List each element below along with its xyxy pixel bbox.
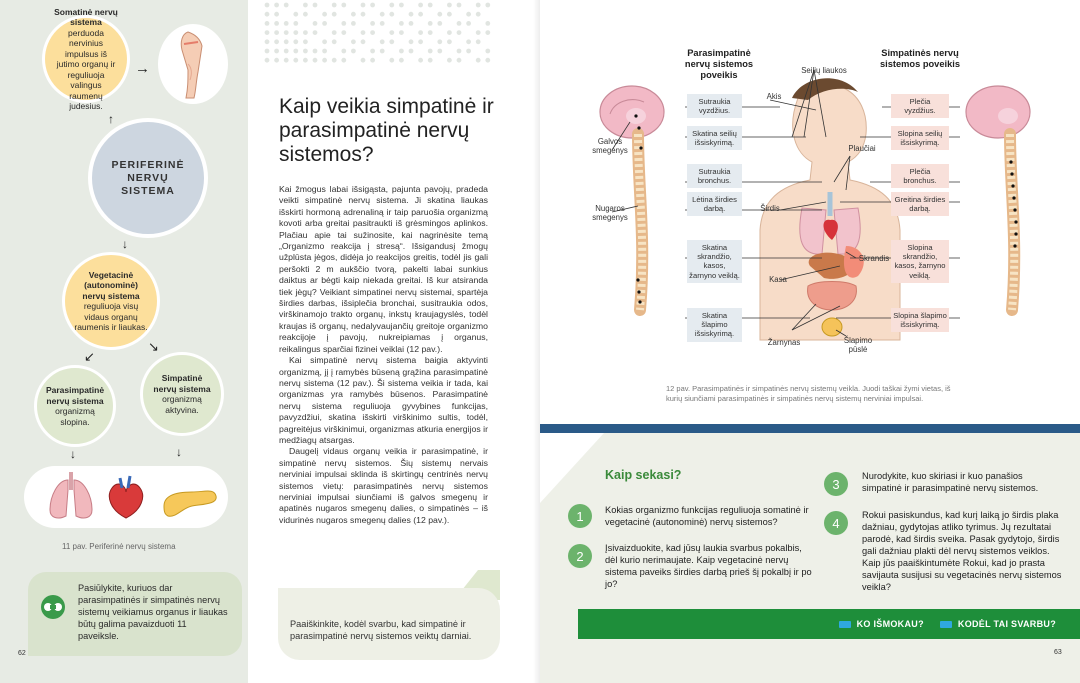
decorative-dot xyxy=(274,3,279,8)
decorative-dot xyxy=(447,58,452,63)
decorative-dot xyxy=(274,49,279,54)
decorative-dot xyxy=(265,30,270,35)
page-number-right: 63 xyxy=(1054,649,1062,656)
decorative-dot xyxy=(341,49,346,54)
symp-effect-box: Slopina seilių išsiskyrimą. xyxy=(891,126,949,150)
right-brain-spine xyxy=(966,86,1030,310)
decorative-dot xyxy=(293,49,298,54)
decorative-dot xyxy=(476,3,481,8)
diagram-column xyxy=(0,0,248,683)
decorative-dot xyxy=(476,12,481,17)
decorative-dot xyxy=(332,39,337,44)
question-number: 4 xyxy=(824,511,848,535)
decorative-dot xyxy=(380,21,385,26)
decorative-dot xyxy=(284,21,289,26)
decorative-dot xyxy=(303,12,308,17)
blue-square-icon xyxy=(940,621,952,628)
decorative-dot xyxy=(485,3,490,8)
symp-effect-box: Slopina skrandžio, kasos, žarnyno veiklą. xyxy=(891,240,949,283)
para-effect-box: Skatina seilių išsiskyrimą. xyxy=(687,126,742,150)
decorative-dot xyxy=(428,30,433,35)
figure-12-caption: 12 pav. Parasimpatinės ir simpatinės nervų sistemų veikla. Juodi taškai žymi vietas, iš kurių siunčiami parasimpatinės ir simpatinės nervų sistemų nerviniai impulsai. xyxy=(666,384,951,403)
para-effect-box: Skatina skrandžio, kasos, žarnyno veiklą. xyxy=(687,240,742,283)
decorative-dot xyxy=(332,30,337,35)
somatic-title: Somatinė nervų sistema xyxy=(54,6,118,27)
arrow-down-right: ↘ xyxy=(148,339,159,354)
decorative-dot xyxy=(428,58,433,63)
decorative-dot xyxy=(485,30,490,35)
decorative-dot xyxy=(332,58,337,63)
section-stripe xyxy=(540,424,1080,433)
label-salivary: Seilių liaukos xyxy=(801,66,847,75)
parasympathetic-text: organizmą slopina. xyxy=(55,406,95,427)
label-liver: Kasa xyxy=(769,275,787,284)
decorative-dot xyxy=(409,12,414,17)
heart-icon xyxy=(109,476,142,518)
decorative-dot xyxy=(313,30,318,35)
decorative-dot xyxy=(370,49,375,54)
main-text xyxy=(279,184,488,526)
sympathetic-title: Simpatinė nervų sistema xyxy=(153,373,211,394)
decorative-dot xyxy=(418,3,423,8)
task-left-text: Pasiūlykite, kuriuos dar parasimpatinės ir simpatinės nervų sistemų veikiamus organus ir liaukas būtų galima pavaizduoti 11 paveiksle. xyxy=(78,583,228,641)
paragraph: Kai simpatinė nervų sistema baigia aktyvinti organizmą, jį į ramybės būseną grąžina parasimpatinė nervų sistema (12 pav.). Ši sistema veikia ir tada, kai organizmas yra ramybės būsenos. Parasimpatinė nervų sistema reguliuoja gyvybines funkcijas, pavyzdžiui, skatina išskirti virškinimo sultis, todėl, pagreitėjus virškinimui, organizmas atkuria energijos ir medžiagų atsargas. xyxy=(279,355,488,445)
decorative-dot xyxy=(457,58,462,63)
blue-square-icon xyxy=(839,621,851,628)
vegetative-system-circle xyxy=(62,252,160,350)
decorative-dot xyxy=(322,49,327,54)
decorative-dot xyxy=(351,39,356,44)
decorative-dot xyxy=(303,39,308,44)
decorative-dot xyxy=(485,49,490,54)
pancreas-icon xyxy=(164,491,216,516)
decorative-dot xyxy=(457,49,462,54)
label-brain: Galvos smegenys xyxy=(592,137,628,156)
question-number: 2 xyxy=(568,544,592,568)
decorative-dot xyxy=(370,30,375,35)
arrow-down: ↓ xyxy=(122,237,128,251)
decorative-dot xyxy=(322,58,327,63)
label-lungs: Plaučiai xyxy=(848,144,876,153)
label-intestines: Žarnynas xyxy=(767,338,801,347)
decorative-dot xyxy=(313,58,318,63)
decorative-wedge xyxy=(540,433,604,503)
decorative-dot xyxy=(341,21,346,26)
kaip-sekasi-title: Kaip sekasi? xyxy=(605,468,682,482)
decorative-dot xyxy=(476,30,481,35)
decorative-dot xyxy=(265,49,270,54)
decorative-dot xyxy=(418,39,423,44)
decorative-dot xyxy=(322,21,327,26)
arrow-right: → xyxy=(135,60,150,77)
para-header: Parasimpatinė nervų sistemos poveikis xyxy=(684,48,754,80)
decorative-dot xyxy=(284,49,289,54)
decorative-dot xyxy=(361,12,366,17)
decorative-dot xyxy=(399,49,404,54)
decorative-dot xyxy=(274,39,279,44)
symp-effect-box: Plečia bronchus. xyxy=(891,164,949,188)
decorative-dot xyxy=(351,21,356,26)
question-text: Įsivaizduokite, kad jūsų laukia svarbus pokalbis, dėl kurio nerimaujate. Kaip vegetacinė nervų sistema paveiks širdies darbą prieš šį pokalbį ir po jo? xyxy=(605,543,812,589)
label-bladder: Šlapimo pūslė xyxy=(843,336,873,355)
label-spine: Nugaros smegenys xyxy=(592,204,628,223)
decorative-dot xyxy=(418,30,423,35)
decorative-dot xyxy=(437,21,442,26)
decorative-dot xyxy=(370,3,375,8)
question-number: 1 xyxy=(568,504,592,528)
arrow-down-symp: ↓ xyxy=(176,445,182,459)
decorative-dot xyxy=(466,12,471,17)
decorative-dot xyxy=(399,3,404,8)
decorative-dot xyxy=(409,21,414,26)
decorative-dot xyxy=(447,3,452,8)
decorative-dot xyxy=(274,21,279,26)
organs-illustration xyxy=(24,466,228,528)
question-text: Rokui pasiskundus, kad kurį laiką jo širdis plaka dažniau, gydytojas atliko tyrimus. Jų rezultatai parodė, kad širdis sveika. Pasak gydytojo, širdis gali dažniau plakti dėl nervų sistemos veiklos. Kaip jūs paaiškintumėte Rokui, kad jo prasta savijauta susijusi su vegetacinės nervų sistemos veikla? xyxy=(862,510,1062,592)
decorative-dot xyxy=(303,3,308,8)
symp-header: Simpatinės nervų sistemos poveikis xyxy=(879,48,961,69)
decorative-dot xyxy=(351,12,356,17)
decorative-dot xyxy=(303,30,308,35)
decorative-dot xyxy=(485,58,490,63)
decorative-dot xyxy=(389,3,394,8)
decorative-dot xyxy=(293,39,298,44)
decorative-dot xyxy=(399,58,404,63)
decorative-dot xyxy=(389,58,394,63)
decorative-dot xyxy=(437,49,442,54)
right-page xyxy=(540,0,1080,683)
decorative-dot xyxy=(457,30,462,35)
decorative-dot xyxy=(313,3,318,8)
question-text: Nurodykite, kuo skiriasi ir kuo panašios simpatinė ir parasimpatinė nervų sistemos. xyxy=(862,471,1039,493)
decorative-dot xyxy=(361,39,366,44)
decorative-dot xyxy=(418,12,423,17)
decorative-dot xyxy=(389,30,394,35)
decorative-dot xyxy=(485,21,490,26)
left-brain-spine xyxy=(600,86,664,310)
peripheral-system-circle xyxy=(88,118,208,238)
para-effect-box: Skatina šlapimo išsiskyrimą. xyxy=(687,308,742,342)
decorative-dot xyxy=(265,21,270,26)
main-title: Kaip veikia simpatinė ir parasimpatinė nervų sistemos? xyxy=(279,95,494,166)
symp-effect-box: Plečia vyzdžius. xyxy=(891,94,949,118)
label-stomach: Skrandis xyxy=(858,254,890,263)
question-number: 3 xyxy=(824,472,848,496)
vegetative-title: Vegetacinė (autonominė) nervų sistema xyxy=(82,269,140,301)
decorative-dot xyxy=(466,21,471,26)
decorative-dot xyxy=(447,30,452,35)
decorative-dot xyxy=(274,30,279,35)
decorative-dot xyxy=(466,49,471,54)
arrow-down-para: ↓ xyxy=(70,447,76,461)
bottom-navigation-bar xyxy=(578,609,1080,639)
label-heart: Širdis xyxy=(760,204,780,213)
decorative-dot xyxy=(380,49,385,54)
kodel-svarbu-link[interactable] xyxy=(940,619,1056,629)
decorative-dot xyxy=(265,58,270,63)
decorative-dot xyxy=(313,49,318,54)
symp-effect-box: Greitina širdies darbą. xyxy=(891,192,949,216)
decorative-dot xyxy=(389,12,394,17)
decorative-dot xyxy=(284,3,289,8)
decorative-dot xyxy=(332,12,337,17)
decorative-dot xyxy=(361,58,366,63)
peripheral-title: PERIFERINĖ NERVŲ SISTEMA xyxy=(111,158,185,197)
decorative-dot xyxy=(293,12,298,17)
vegetative-text: reguliuoja visų vidaus organų raumenis ir liaukas. xyxy=(74,301,148,332)
decorative-dot xyxy=(284,39,289,44)
decorative-dot xyxy=(457,3,462,8)
task-box-left xyxy=(28,572,242,656)
decorative-dot xyxy=(274,58,279,63)
decorative-dot xyxy=(466,39,471,44)
decorative-dot xyxy=(437,12,442,17)
discussion-icon xyxy=(40,594,66,620)
lungs-icon xyxy=(50,472,92,518)
page-number-left: 62 xyxy=(18,650,26,657)
leg-illustration xyxy=(158,24,228,104)
sympathetic-text: organizmą aktyvina. xyxy=(162,394,202,415)
decorative-dot xyxy=(322,12,327,17)
decorative-dot xyxy=(447,39,452,44)
arrow-down-left: ↙ xyxy=(84,349,95,364)
parasympathetic-title: Parasimpatinė nervų sistema xyxy=(45,385,105,406)
decorative-dot xyxy=(322,39,327,44)
decorative-dot xyxy=(399,30,404,35)
decorative-dot xyxy=(389,39,394,44)
decorative-dot xyxy=(437,39,442,44)
decorative-dot xyxy=(332,3,337,8)
paragraph: Daugelį vidaus organų veikia ir parasimpatinė, ir simpatinė nervų sistemos. Šių sistemų nervais nerviniai impulsai sklinda iš skirtingų centrinės nervų sistemos vietų: parasimpatinės nervų sistemos nerviniai impulsai siunčiami iš galvos smegenų ir apatinės nugaros smegenų dalies, o simpatinės – iš vidurinės nugaros smegenų dalies (12 pav.). xyxy=(279,446,488,525)
somatic-system-circle xyxy=(42,6,130,111)
decorative-dot xyxy=(265,39,270,44)
decorative-dot xyxy=(370,58,375,63)
decorative-dot xyxy=(457,21,462,26)
decorative-dot xyxy=(409,49,414,54)
ko-ismokau-label: KO IŠMOKAU? xyxy=(856,619,924,629)
decorative-dot xyxy=(303,58,308,63)
arrow-up: ↑ xyxy=(108,112,114,126)
decorative-dot xyxy=(361,3,366,8)
decorative-dot xyxy=(293,58,298,63)
decorative-dot xyxy=(409,39,414,44)
sympathetic-circle xyxy=(140,352,224,436)
decorative-dot xyxy=(361,30,366,35)
decorative-dot xyxy=(284,30,289,35)
decorative-dot xyxy=(303,49,308,54)
decorative-dot xyxy=(313,21,318,26)
figure-11-caption: 11 pav. Periferinė nervų sistema xyxy=(62,542,176,551)
paragraph: Kai žmogus labai išsigąsta, pajunta pavojų, pradeda veikti simpatinė nervų sistema. Ji skatina liaukas išskirti hormoną adrenaliną ir taip paruošia organizmą kovoti arba greitai pasitraukti iš grėsmingos aplinkos. Plačiau apie tai sužinosite, kai nagrinėsite temą „Organizmo reakcija į stresą“. Išsigandusį žmogų užplūsta jėgos, didėja jo reakcijos greitis, todėl jis gali peršokti 2 m aukščio tvorą, pakelti labai sunkius daiktus ar bėgti kaip niekada greitai. Iš kur atsiranda tiek jėgų? Veikiant simpatinei nervų sistemai, spartėja širdies darbas, išsiplečia bronchai, susitraukia odos, virškinamojo trakto organų, inkstų kraujagyslės, todėl kraujas iš organų, nedalyvaujančių greitoje organizmo reakcijoje į pavojų, nukreipiamas į organus, reikalingus sparčiai fizinei veiklai (12 pav.). xyxy=(279,184,488,354)
decorative-dot xyxy=(428,21,433,26)
decorative-dot xyxy=(274,12,279,17)
task-box-middle xyxy=(278,588,500,660)
decorative-dot xyxy=(380,39,385,44)
somatic-text: perduoda nervinius impulsus iš jutimo organų ir reguliuoja valingus raumenų judesius. xyxy=(56,27,116,111)
decorative-dot xyxy=(428,3,433,8)
parasympathetic-circle xyxy=(34,365,116,447)
decorative-dots xyxy=(262,0,497,68)
decorative-dot xyxy=(341,58,346,63)
para-effect-box: Sutraukia vyzdžius. xyxy=(687,94,742,118)
kaip-sekasi-section xyxy=(540,424,1080,683)
para-effect-box: Lėtina širdies darbą. xyxy=(687,192,742,216)
decorative-dot xyxy=(265,12,270,17)
decorative-dot xyxy=(476,58,481,63)
decorative-dot xyxy=(399,21,404,26)
label-eye: Akis xyxy=(766,92,782,101)
decorative-dot xyxy=(341,3,346,8)
decorative-dot xyxy=(428,49,433,54)
kodel-svarbu-label: KODĖL TAI SVARBU? xyxy=(957,619,1056,629)
decorative-dot xyxy=(351,49,356,54)
decorative-dot xyxy=(284,58,289,63)
para-effect-box: Sutraukia bronchus. xyxy=(687,164,742,188)
symp-effect-box: Slopina šlapimo išsiskyrimą. xyxy=(891,308,949,332)
decorative-dot xyxy=(370,21,375,26)
decorative-dot xyxy=(418,58,423,63)
decorative-dot xyxy=(293,30,298,35)
question-text: Kokias organizmo funkcijas reguliuoja somatinė ir vegetacinė (autonominė) nervų sistemos? xyxy=(605,505,809,527)
decorative-dot xyxy=(293,21,298,26)
nervous-system-diagram xyxy=(540,40,1080,365)
decorative-dot xyxy=(265,3,270,8)
decorative-dot xyxy=(380,12,385,17)
decorative-dot xyxy=(476,39,481,44)
ko-ismokau-link[interactable] xyxy=(839,619,924,629)
task-mid-text: Paaiškinkite, kodėl svarbu, kad simpatinė ir parasimpatinė nervų sistemos veiktų darniai. xyxy=(290,619,472,641)
decorative-dot xyxy=(341,30,346,35)
decorative-dot xyxy=(447,12,452,17)
